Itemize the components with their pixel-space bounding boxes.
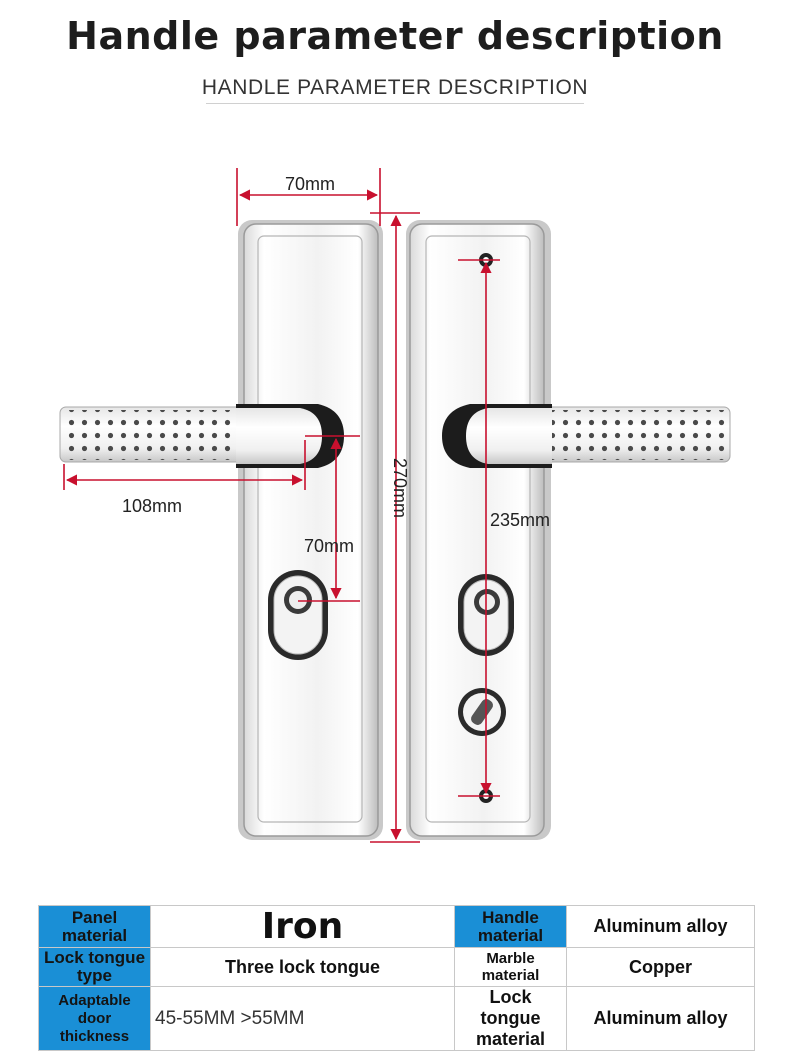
dim-handle-length: 108mm — [122, 496, 183, 516]
marble-material-label: Marble material — [455, 948, 567, 987]
lock-tongue-material-label: Lock tongue material — [455, 987, 567, 1051]
left-lever-handle — [60, 404, 344, 468]
door-thickness-value: 45-55MM >55MM — [151, 987, 455, 1051]
page-subtitle: HANDLE PARAMETER DESCRIPTION — [201, 76, 589, 99]
page-title: Handle parameter description — [66, 14, 724, 58]
spec-table — [38, 905, 755, 1051]
handle-material-label: Handle material — [455, 906, 567, 948]
lock-tongue-type-value: Three lock tongue — [151, 948, 455, 987]
table-row — [39, 906, 755, 948]
table-row — [39, 987, 755, 1051]
left-escutcheon-plate — [238, 220, 383, 840]
door-thickness-label: Adaptable door thickness — [39, 987, 151, 1051]
dim-hole-spacing: 235mm — [490, 510, 551, 530]
dim-width-top: 70mm — [285, 174, 336, 194]
handle-material-value: Aluminum alloy — [567, 906, 755, 948]
marble-material-value: Copper — [567, 948, 755, 987]
dim-panel-height: 270mm — [390, 458, 410, 519]
lock-tongue-material-value: Aluminum alloy — [567, 987, 755, 1051]
panel-material-value: Iron — [151, 906, 455, 948]
dim-handle-to-cylinder: 70mm — [304, 536, 355, 556]
left-cylinder-cover — [268, 570, 328, 660]
lock-tongue-type-label: Lock tongue type — [39, 948, 151, 987]
thumb-turn-knob — [458, 688, 506, 736]
table-row — [39, 948, 755, 987]
panel-material-label: Panel material — [39, 906, 151, 948]
